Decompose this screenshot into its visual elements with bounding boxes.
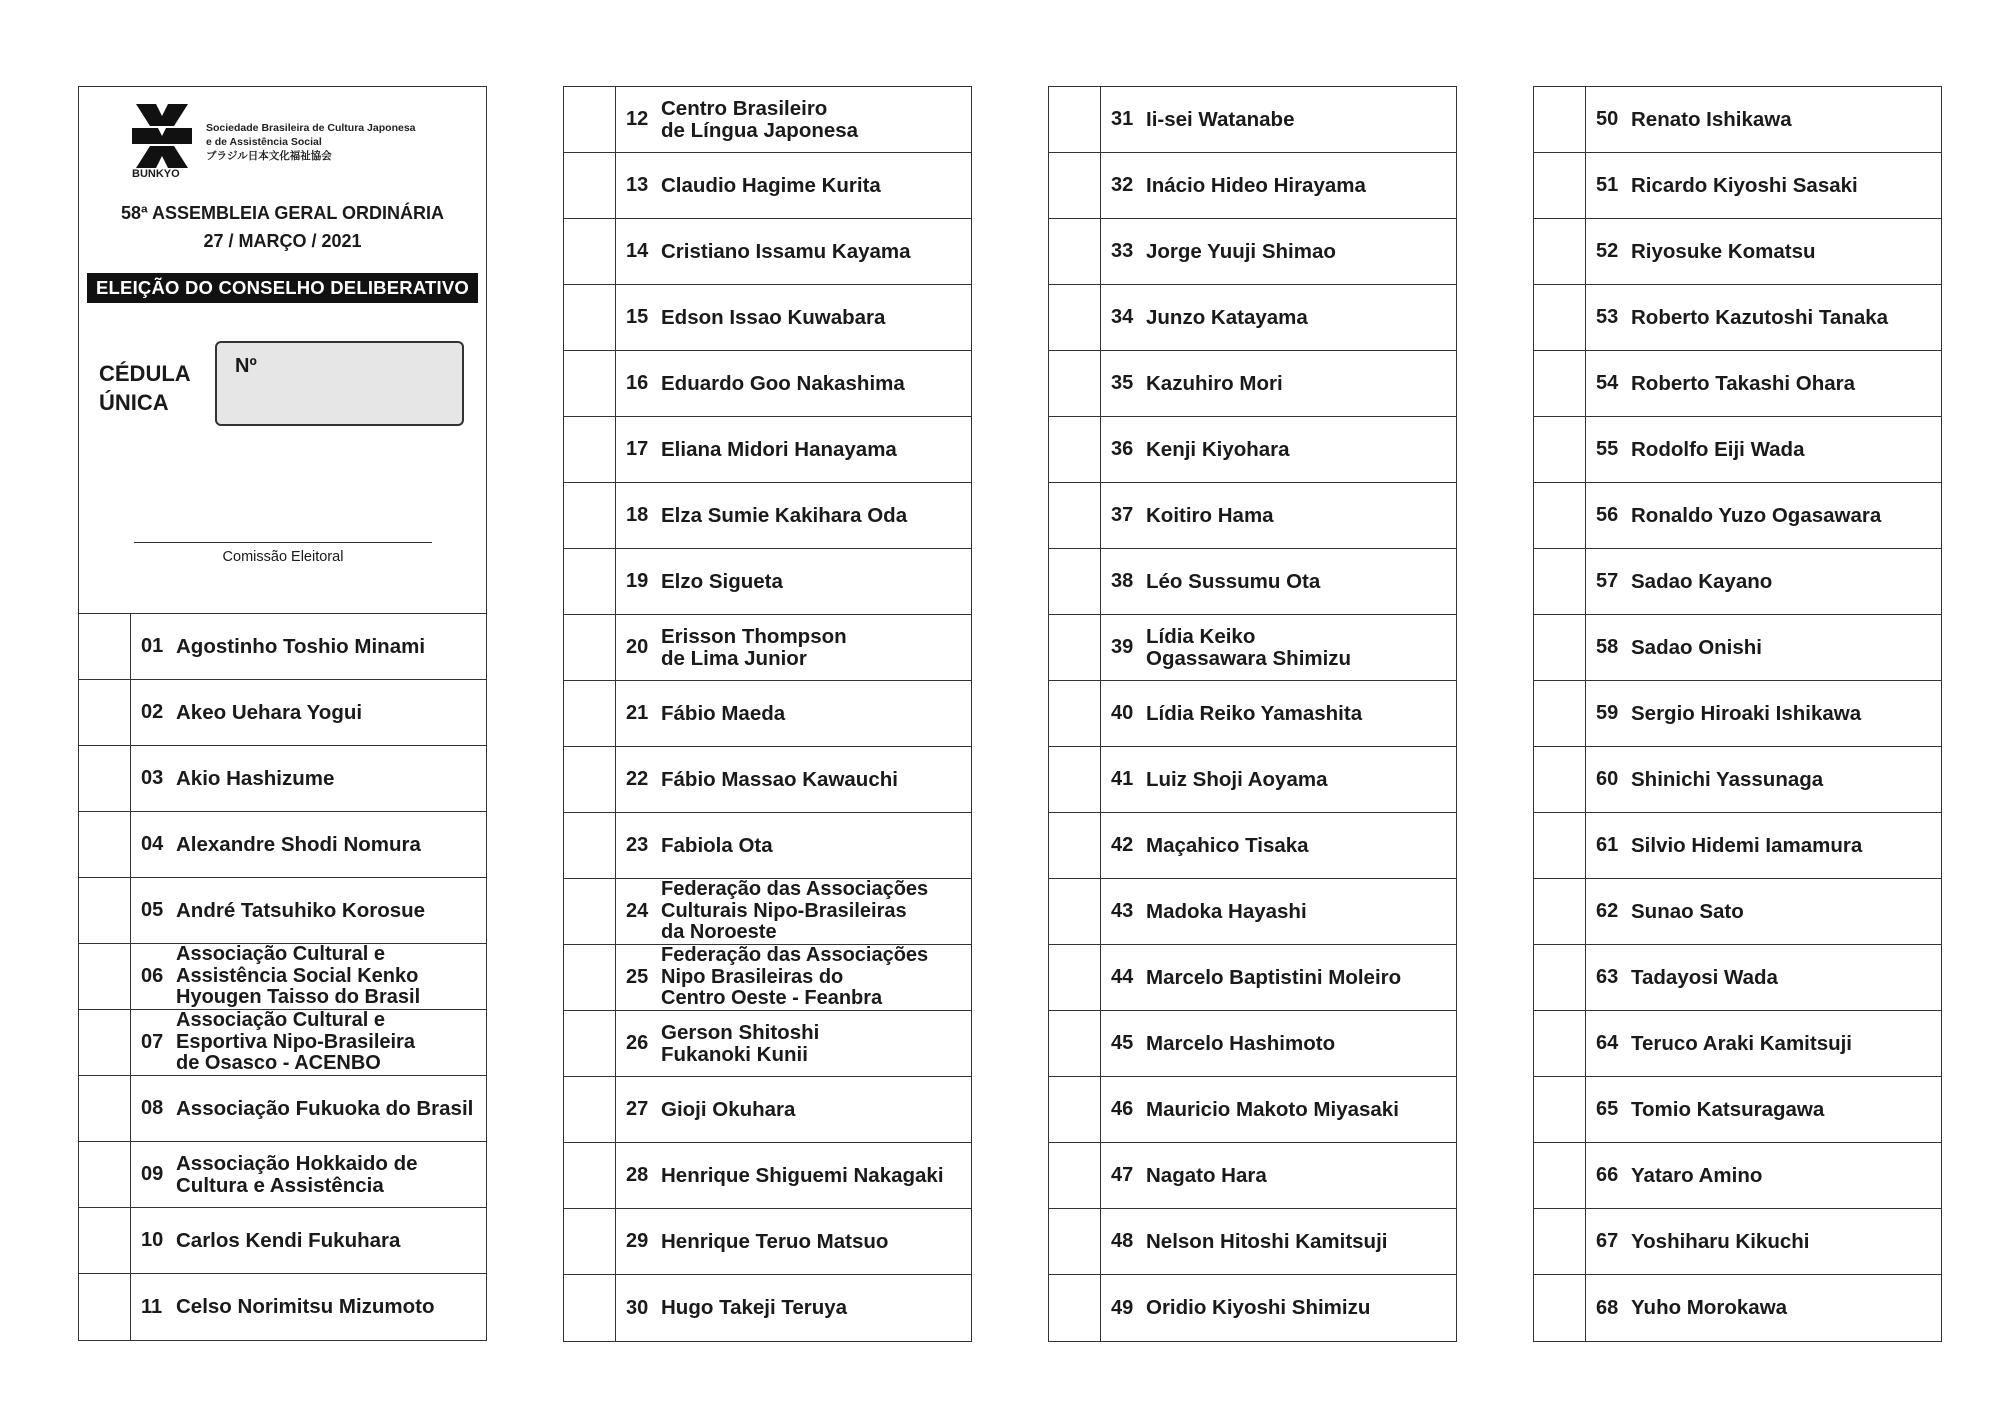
candidate-row	[1534, 351, 1941, 417]
candidate-name: Fábio Massao Kawauchi	[661, 767, 898, 791]
candidate-name: Carlos Kendi Fukuhara	[176, 1228, 401, 1252]
vote-checkbox[interactable]	[564, 1077, 616, 1142]
vote-checkbox[interactable]	[1049, 681, 1101, 746]
candidate-row	[79, 1076, 486, 1142]
candidate-name: Teruco Araki Kamitsuji	[1631, 1031, 1853, 1055]
vote-checkbox[interactable]	[1534, 549, 1586, 614]
candidate-name: Federação das Associações Culturais Nipo-Brasileiras da Noroeste	[661, 878, 929, 944]
candidate-number: 32	[1111, 174, 1134, 196]
org-name-japanese: ブラジル日本文化福祉協会	[206, 150, 332, 162]
candidate-row	[1049, 483, 1456, 549]
candidate-row	[1049, 219, 1456, 285]
candidate-row	[564, 351, 971, 417]
candidate-name: Roberto Kazutoshi Tanaka	[1631, 305, 1889, 329]
candidate-name: Ricardo Kiyoshi Sasaki	[1631, 173, 1858, 197]
candidate-name: Yataro Amino	[1631, 1163, 1763, 1187]
candidate-number: 26	[626, 1032, 649, 1054]
candidate-name: Koitiro Hama	[1146, 503, 1274, 527]
vote-checkbox[interactable]	[1049, 153, 1101, 218]
candidate-name: Lídia Keiko Ogassawara Shimizu	[1146, 624, 1352, 670]
candidate-name: Lídia Reiko Yamashita	[1146, 701, 1363, 725]
candidate-row	[1534, 87, 1941, 153]
vote-checkbox[interactable]	[1534, 1011, 1586, 1076]
vote-checkbox[interactable]	[1049, 1077, 1101, 1142]
candidate-name: Elza Sumie Kakihara Oda	[661, 503, 908, 527]
candidate-name: Alexandre Shodi Nomura	[176, 832, 421, 856]
assembly-info	[79, 199, 486, 255]
candidate-row	[564, 87, 971, 153]
vote-checkbox[interactable]	[1534, 351, 1586, 416]
candidate-row	[564, 1011, 971, 1077]
candidate-list	[79, 614, 486, 1340]
candidate-row	[564, 417, 971, 483]
candidate-number: 53	[1596, 306, 1619, 328]
candidate-name: Henrique Teruo Matsuo	[661, 1229, 889, 1253]
candidate-row	[564, 153, 971, 219]
candidate-row	[564, 813, 971, 879]
candidate-number: 27	[626, 1098, 649, 1120]
candidate-number: 13	[626, 174, 649, 196]
candidate-row	[564, 879, 971, 945]
candidate-name: Associação Cultural e Esportiva Nipo-Brasileira de Osasco - ACENBO	[176, 1009, 415, 1075]
vote-checkbox[interactable]	[1534, 153, 1586, 218]
candidate-number: 65	[1596, 1098, 1619, 1120]
vote-checkbox[interactable]	[564, 1011, 616, 1076]
candidate-number: 66	[1596, 1164, 1619, 1186]
candidate-row	[1049, 285, 1456, 351]
candidate-name: Maçahico Tisaka	[1146, 833, 1309, 857]
vote-checkbox[interactable]	[79, 1208, 131, 1273]
vote-checkbox[interactable]	[1534, 483, 1586, 548]
candidate-name: Jorge Yuuji Shimao	[1146, 239, 1336, 263]
ballot-column-1	[78, 86, 487, 1341]
candidate-row	[564, 219, 971, 285]
candidate-number: 57	[1596, 570, 1619, 592]
vote-checkbox[interactable]	[564, 747, 616, 812]
candidate-row	[1534, 615, 1941, 681]
vote-checkbox[interactable]	[1049, 417, 1101, 482]
candidate-number: 39	[1111, 636, 1134, 658]
vote-checkbox[interactable]	[564, 351, 616, 416]
candidate-number: 56	[1596, 504, 1619, 526]
candidate-row	[1049, 351, 1456, 417]
vote-checkbox[interactable]	[564, 615, 616, 680]
candidate-number: 40	[1111, 702, 1134, 724]
candidate-number: 54	[1596, 372, 1619, 394]
ballot-column-4	[1533, 86, 1942, 1342]
vote-checkbox[interactable]	[1534, 1275, 1586, 1341]
candidate-number: 61	[1596, 834, 1619, 856]
candidate-list	[1534, 87, 1941, 1341]
candidate-number: 35	[1111, 372, 1134, 394]
candidate-name: Sadao Kayano	[1631, 569, 1773, 593]
candidate-number: 11	[141, 1295, 163, 1318]
candidate-name: Luiz Shoji Aoyama	[1146, 767, 1328, 791]
vote-checkbox[interactable]	[79, 614, 131, 679]
candidate-number: 44	[1111, 966, 1134, 988]
candidate-name: Elzo Sigueta	[661, 569, 783, 593]
candidate-name: Centro Brasileiro de Língua Japonesa	[661, 96, 859, 142]
candidate-number: 21	[626, 702, 649, 724]
candidate-row	[564, 615, 971, 681]
candidate-number: 46	[1111, 1098, 1134, 1120]
candidate-number: 19	[626, 570, 649, 592]
candidate-number: 64	[1596, 1032, 1619, 1054]
candidate-row	[564, 483, 971, 549]
candidate-name: Kazuhiro Mori	[1146, 371, 1283, 395]
vote-checkbox[interactable]	[1049, 813, 1101, 878]
ballot-column-3	[1048, 86, 1457, 1342]
candidate-number: 37	[1111, 504, 1134, 526]
candidate-name: Léo Sussumu Ota	[1146, 569, 1321, 593]
vote-checkbox[interactable]	[564, 813, 616, 878]
vote-checkbox[interactable]	[1049, 615, 1101, 680]
candidate-row	[564, 549, 971, 615]
candidate-number: 38	[1111, 570, 1134, 592]
ballot-label-line2: ÚNICA	[99, 390, 169, 415]
candidate-name: Marcelo Hashimoto	[1146, 1031, 1336, 1055]
candidate-row	[1049, 153, 1456, 219]
candidate-number: 34	[1111, 306, 1134, 328]
candidate-name: Nagato Hara	[1146, 1163, 1267, 1187]
candidate-row	[1049, 87, 1456, 153]
vote-checkbox[interactable]	[564, 1275, 616, 1341]
candidate-number: 20	[626, 636, 649, 658]
vote-checkbox[interactable]	[79, 1274, 131, 1340]
candidate-row	[1534, 681, 1941, 747]
candidate-row	[1534, 153, 1941, 219]
candidate-row	[564, 747, 971, 813]
vote-checkbox[interactable]	[1049, 285, 1101, 350]
ballot-number-label: Nº	[235, 355, 257, 377]
candidate-name: Ii-sei Watanabe	[1146, 107, 1295, 131]
candidate-row	[1534, 1077, 1941, 1143]
candidate-number: 50	[1596, 108, 1619, 130]
candidate-row	[1049, 615, 1456, 681]
candidate-name: Eduardo Goo Nakashima	[661, 371, 905, 395]
candidate-number: 48	[1111, 1230, 1134, 1252]
candidate-number: 25	[626, 966, 649, 988]
candidate-row	[1049, 417, 1456, 483]
candidate-row	[1534, 945, 1941, 1011]
candidate-row	[564, 1209, 971, 1275]
vote-checkbox[interactable]	[564, 1143, 616, 1208]
vote-checkbox[interactable]	[1049, 351, 1101, 416]
candidate-row	[1049, 681, 1456, 747]
candidate-name: Fabiola Ota	[661, 833, 773, 857]
candidate-number: 58	[1596, 636, 1619, 658]
candidate-row	[79, 812, 486, 878]
vote-checkbox[interactable]	[1049, 1209, 1101, 1274]
ballot-label-line1: CÉDULA	[99, 361, 191, 386]
candidate-number: 06	[141, 965, 164, 987]
candidate-row	[564, 681, 971, 747]
candidate-name: Oridio Kiyoshi Shimizu	[1146, 1296, 1371, 1319]
vote-checkbox[interactable]	[1049, 879, 1101, 944]
candidate-name: Tomio Katsuragawa	[1631, 1097, 1825, 1121]
candidate-number: 36	[1111, 438, 1134, 460]
candidate-row	[564, 285, 971, 351]
vote-checkbox[interactable]	[1049, 1011, 1101, 1076]
candidate-number: 59	[1596, 702, 1619, 724]
candidate-row	[1049, 1011, 1456, 1077]
candidate-row	[79, 1274, 486, 1340]
vote-checkbox[interactable]	[1534, 1209, 1586, 1274]
candidate-row	[564, 945, 971, 1011]
vote-checkbox[interactable]	[1534, 87, 1586, 152]
candidate-list	[1049, 87, 1456, 1341]
ballot-label	[99, 359, 191, 417]
candidate-name: Henrique Shiguemi Nakagaki	[661, 1163, 944, 1187]
candidate-name: Edson Issao Kuwabara	[661, 305, 886, 329]
assembly-date: 27 / MARÇO / 2021	[203, 231, 362, 251]
vote-checkbox[interactable]	[1534, 747, 1586, 812]
candidate-row	[1534, 879, 1941, 945]
vote-checkbox[interactable]	[564, 285, 616, 350]
vote-checkbox[interactable]	[1049, 219, 1101, 284]
candidate-name: Cristiano Issamu Kayama	[661, 239, 911, 263]
bunkyo-logo-icon	[132, 104, 192, 170]
candidate-number: 60	[1596, 768, 1619, 790]
commission-label: Comissão Eleitoral	[222, 549, 344, 565]
vote-checkbox[interactable]	[79, 944, 131, 1009]
vote-checkbox[interactable]	[79, 680, 131, 745]
candidate-number: 07	[141, 1031, 164, 1053]
candidate-number: 12	[626, 108, 649, 130]
candidate-number: 49	[1111, 1296, 1134, 1319]
candidate-row	[1049, 945, 1456, 1011]
assembly-title: 58ª ASSEMBLEIA GERAL ORDINÁRIA	[120, 203, 445, 223]
candidate-number: 14	[626, 240, 649, 262]
candidate-row	[79, 1010, 486, 1076]
candidate-number: 23	[626, 834, 649, 856]
candidate-row	[1534, 747, 1941, 813]
org-name-line1: Sociedade Brasileira de Cultura Japonesa	[206, 122, 416, 134]
candidate-number: 68	[1596, 1296, 1619, 1319]
candidate-number: 31	[1111, 108, 1134, 130]
candidate-row	[79, 680, 486, 746]
candidate-name: Mauricio Makoto Miyasaki	[1146, 1097, 1399, 1121]
candidate-row	[1049, 747, 1456, 813]
candidate-number: 15	[626, 306, 649, 328]
candidate-number: 01	[141, 635, 164, 657]
candidate-name: Eliana Midori Hanayama	[661, 437, 897, 461]
candidate-name: Federação das Associações Nipo Brasileiras do Centro Oeste - Feanbra	[661, 944, 929, 1010]
candidate-number: 08	[141, 1097, 164, 1119]
vote-checkbox[interactable]	[1049, 747, 1101, 812]
vote-checkbox[interactable]	[564, 549, 616, 614]
vote-checkbox[interactable]	[1534, 285, 1586, 350]
candidate-number: 18	[626, 504, 649, 526]
candidate-number: 02	[141, 701, 164, 723]
candidate-name: Celso Norimitsu Mizumoto	[176, 1295, 435, 1318]
vote-checkbox[interactable]	[564, 417, 616, 482]
candidate-name: Associação Cultural e Assistência Social Kenko Hyougen Taisso do Brasil	[176, 943, 421, 1009]
ballot-column-2	[563, 86, 972, 1342]
candidate-number: 16	[626, 372, 649, 394]
candidate-name: Shinichi Yassunaga	[1631, 767, 1824, 791]
vote-checkbox[interactable]	[1534, 945, 1586, 1010]
vote-checkbox[interactable]	[1534, 1143, 1586, 1208]
candidate-list	[564, 87, 971, 1341]
candidate-number: 43	[1111, 900, 1134, 922]
vote-checkbox[interactable]	[79, 1010, 131, 1075]
candidate-number: 63	[1596, 966, 1619, 988]
candidate-number: 03	[141, 767, 164, 789]
candidate-number: 10	[141, 1229, 164, 1251]
vote-checkbox[interactable]	[79, 878, 131, 943]
candidate-name: Yuho Morokawa	[1631, 1296, 1788, 1319]
candidate-name: Akeo Uehara Yogui	[176, 700, 363, 724]
candidate-row	[1534, 549, 1941, 615]
candidate-name: Riyosuke Komatsu	[1631, 239, 1816, 263]
candidate-number: 52	[1596, 240, 1619, 262]
vote-checkbox[interactable]	[1534, 615, 1586, 680]
logo-wordmark: BUNKYO	[132, 168, 180, 180]
vote-checkbox[interactable]	[564, 879, 616, 944]
candidate-name: Associação Fukuoka do Brasil	[176, 1096, 474, 1120]
vote-checkbox[interactable]	[1049, 945, 1101, 1010]
vote-checkbox[interactable]	[1534, 813, 1586, 878]
candidate-row	[1049, 1143, 1456, 1209]
candidate-name: Sergio Hiroaki Ishikawa	[1631, 701, 1862, 725]
candidate-number: 29	[626, 1230, 649, 1252]
vote-checkbox[interactable]	[564, 483, 616, 548]
candidate-name: Claudio Hagime Kurita	[661, 173, 881, 197]
candidate-row	[1534, 483, 1941, 549]
vote-checkbox[interactable]	[1534, 219, 1586, 284]
candidate-number: 41	[1111, 768, 1134, 790]
candidate-name: Junzo Katayama	[1146, 305, 1308, 329]
candidate-name: Renato Ishikawa	[1631, 107, 1792, 131]
vote-checkbox[interactable]	[564, 153, 616, 218]
candidate-number: 17	[626, 438, 649, 460]
candidate-name: André Tatsuhiko Korosue	[176, 898, 426, 922]
vote-checkbox[interactable]	[1049, 549, 1101, 614]
candidate-row	[1534, 285, 1941, 351]
candidate-row	[564, 1275, 971, 1341]
candidate-name: Ronaldo Yuzo Ogasawara	[1631, 503, 1882, 527]
signature-line	[134, 542, 432, 543]
candidate-name: Madoka Hayashi	[1146, 899, 1307, 923]
candidate-row	[1534, 1209, 1941, 1275]
vote-checkbox[interactable]	[79, 812, 131, 877]
candidate-row	[1049, 879, 1456, 945]
vote-checkbox[interactable]	[1049, 1275, 1101, 1341]
candidate-row	[1534, 813, 1941, 879]
candidate-name: Roberto Takashi Ohara	[1631, 371, 1856, 395]
candidate-row	[1049, 1275, 1456, 1341]
candidate-name: Associação Hokkaido de Cultura e Assistência	[176, 1151, 418, 1197]
organization-name	[206, 121, 416, 163]
candidate-name: Akio Hashizume	[176, 766, 335, 790]
election-title-banner: ELEIÇÃO DO CONSELHO DELIBERATIVO	[87, 273, 478, 303]
vote-checkbox[interactable]	[1049, 483, 1101, 548]
candidate-name: Sunao Sato	[1631, 899, 1744, 923]
candidate-number: 28	[626, 1164, 649, 1186]
candidate-number: 33	[1111, 240, 1134, 262]
vote-checkbox[interactable]	[564, 681, 616, 746]
candidate-name: Rodolfo Eiji Wada	[1631, 437, 1805, 461]
vote-checkbox[interactable]	[79, 1076, 131, 1141]
candidate-name: Sadao Onishi	[1631, 635, 1762, 659]
candidate-row	[1534, 417, 1941, 483]
candidate-row	[1049, 1209, 1456, 1275]
vote-checkbox[interactable]	[1534, 1077, 1586, 1142]
candidate-number: 67	[1596, 1230, 1619, 1252]
vote-checkbox[interactable]	[564, 87, 616, 152]
candidate-name: Kenji Kiyohara	[1146, 437, 1290, 461]
ballot-number-box[interactable]	[215, 341, 464, 426]
candidate-number: 42	[1111, 834, 1134, 856]
candidate-row	[79, 614, 486, 680]
candidate-row	[79, 878, 486, 944]
candidate-name: Gioji Okuhara	[661, 1097, 796, 1121]
vote-checkbox[interactable]	[564, 219, 616, 284]
candidate-name: Nelson Hitoshi Kamitsuji	[1146, 1229, 1388, 1253]
candidate-number: 04	[141, 833, 164, 855]
candidate-row	[1534, 1143, 1941, 1209]
candidate-number: 62	[1596, 900, 1619, 922]
candidate-number: 09	[141, 1163, 164, 1185]
candidate-number: 22	[626, 768, 649, 790]
candidate-row	[79, 1142, 486, 1208]
candidate-row	[1049, 549, 1456, 615]
candidate-number: 47	[1111, 1164, 1134, 1186]
vote-checkbox[interactable]	[564, 945, 616, 1010]
candidate-row	[1049, 813, 1456, 879]
candidate-row	[1049, 1077, 1456, 1143]
candidate-name: Tadayosi Wada	[1631, 965, 1778, 989]
candidate-number: 45	[1111, 1032, 1134, 1054]
vote-checkbox[interactable]	[1049, 87, 1101, 152]
vote-checkbox[interactable]	[1049, 1143, 1101, 1208]
candidate-number: 24	[626, 900, 649, 922]
candidate-number: 51	[1596, 174, 1619, 196]
vote-checkbox[interactable]	[1534, 681, 1586, 746]
candidate-row	[1534, 219, 1941, 285]
vote-checkbox[interactable]	[79, 1142, 131, 1207]
candidate-row	[79, 944, 486, 1010]
candidate-name: Fábio Maeda	[661, 701, 786, 725]
candidate-number: 55	[1596, 438, 1619, 460]
candidate-row	[1534, 1275, 1941, 1341]
candidate-number: 05	[141, 899, 164, 921]
ballot-header	[79, 87, 486, 614]
candidate-name: Silvio Hidemi Iamamura	[1631, 833, 1863, 857]
candidate-name: Yoshiharu Kikuchi	[1631, 1229, 1810, 1253]
candidate-row	[79, 1208, 486, 1274]
vote-checkbox[interactable]	[79, 746, 131, 811]
candidate-row	[1534, 1011, 1941, 1077]
candidate-name: Erisson Thompson de Lima Junior	[661, 624, 847, 670]
candidate-name: Inácio Hideo Hirayama	[1146, 173, 1366, 197]
candidate-name: Hugo Takeji Teruya	[661, 1296, 848, 1319]
org-name-line2: e de Assistência Social	[206, 136, 322, 148]
candidate-row	[564, 1143, 971, 1209]
vote-checkbox[interactable]	[1534, 417, 1586, 482]
candidate-name: Marcelo Baptistini Moleiro	[1146, 965, 1402, 989]
candidate-name: Gerson Shitoshi Fukanoki Kunii	[661, 1020, 820, 1066]
vote-checkbox[interactable]	[1534, 879, 1586, 944]
candidate-row	[79, 746, 486, 812]
candidate-number: 30	[626, 1296, 649, 1319]
candidate-row	[564, 1077, 971, 1143]
vote-checkbox[interactable]	[564, 1209, 616, 1274]
candidate-name: Agostinho Toshio Minami	[176, 634, 426, 658]
